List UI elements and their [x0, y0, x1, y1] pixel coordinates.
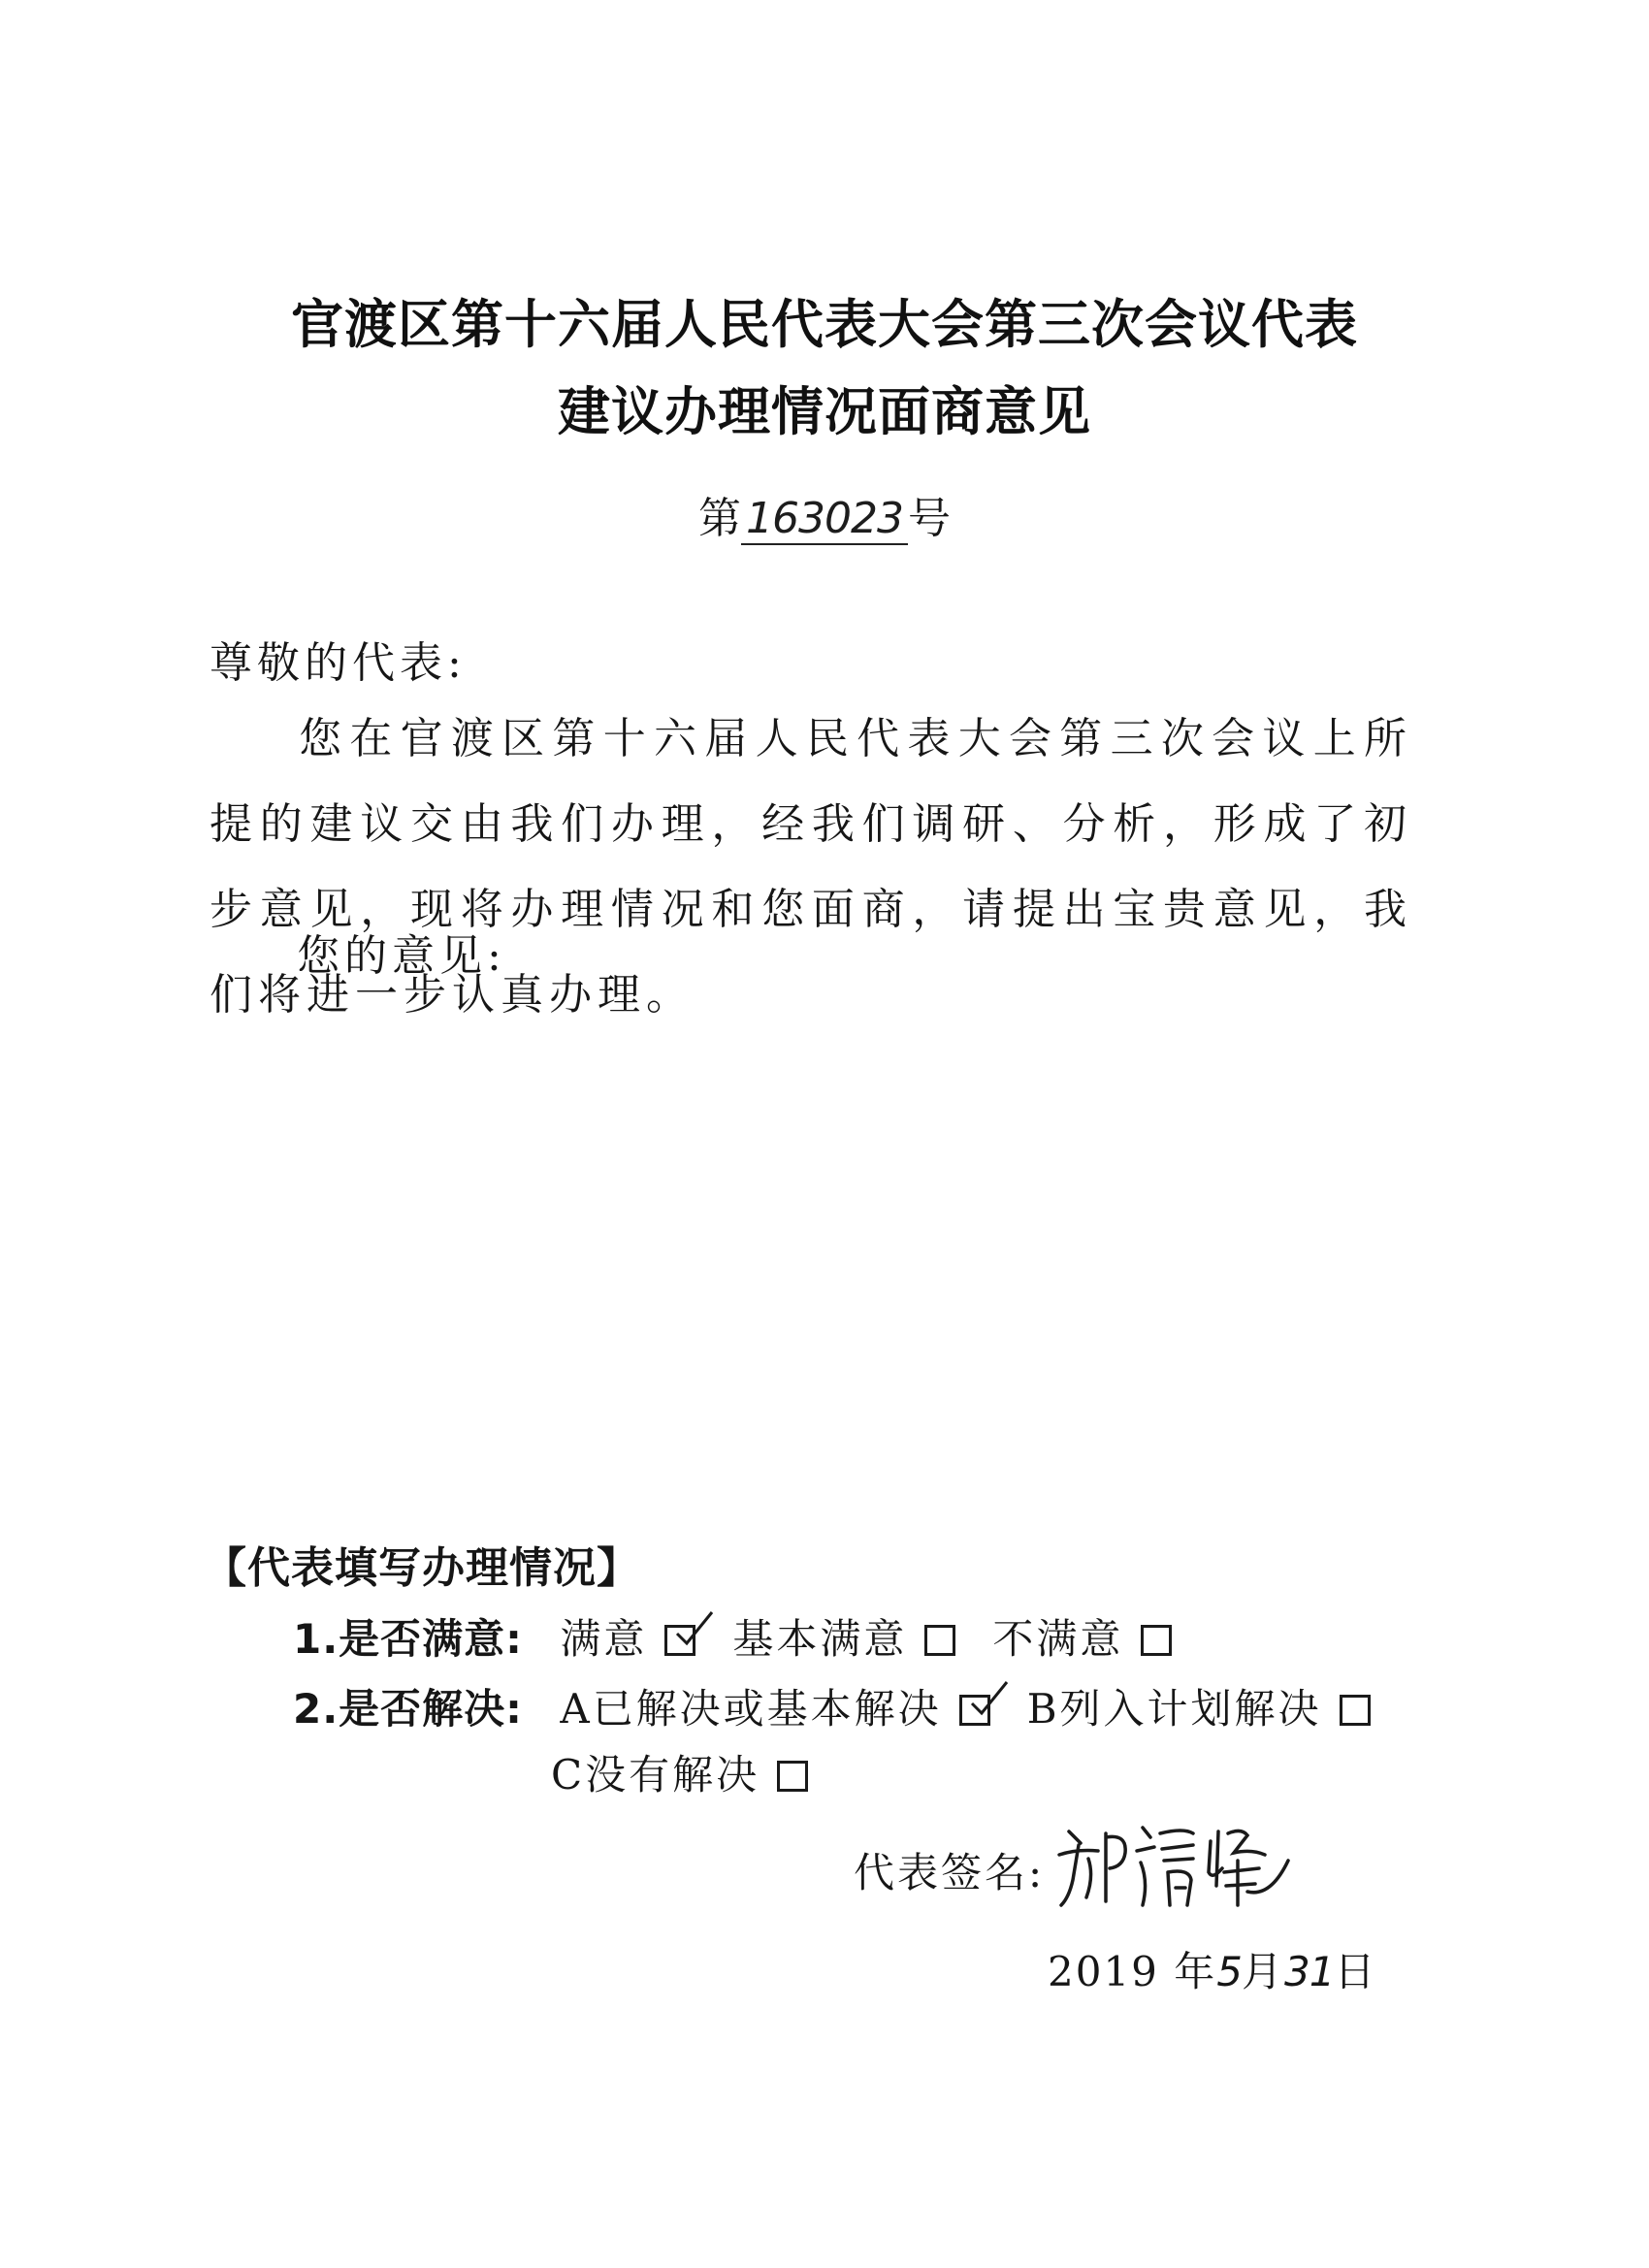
- doc-number-prefix: 第: [698, 494, 741, 543]
- date-month-char: 月: [1242, 1948, 1285, 1995]
- body-paragraph: 您在官渡区第十六届人民代表大会第三次会议上所提的建议交由我们办理，经我们调研、分析，形成了初步意见，现将办理情况和您面商，请提出宝贵意见，我们将进一步认真办理。: [210, 714, 1412, 1020]
- option-unsatisfied-label: 不满意: [992, 1615, 1124, 1663]
- question-satisfaction: [293, 1610, 1209, 1669]
- checkmark-icon: [673, 1610, 712, 1649]
- question-resolution-label: 2.是否解决:: [293, 1685, 523, 1733]
- option-planned-checkbox[interactable]: [1340, 1695, 1371, 1726]
- option-planned-label: B列入计划解决: [1026, 1685, 1322, 1733]
- option-unresolved-checkbox[interactable]: [777, 1761, 808, 1792]
- option-basically-satisfied-label: 基本满意: [732, 1615, 908, 1663]
- checkmark-icon: [968, 1680, 1007, 1719]
- question-resolution: [293, 1680, 1407, 1738]
- date-day: 31: [1284, 1948, 1335, 1995]
- signature-label: 代表签名:: [854, 1849, 1046, 1896]
- option-satisfied-label: 满意: [560, 1615, 648, 1663]
- question-satisfaction-label: 1.是否满意:: [293, 1615, 523, 1663]
- signature-date: [1048, 1940, 1376, 1998]
- fill-section-heading: 【代表填写办理情况】: [204, 1543, 640, 1593]
- option-satisfied-checkbox[interactable]: [664, 1625, 695, 1656]
- date-month: 5: [1216, 1948, 1242, 1995]
- handwritten-signature: [1048, 1804, 1300, 1921]
- option-resolved-checkbox[interactable]: [959, 1695, 990, 1726]
- salutation: 尊敬的代表:: [210, 638, 467, 688]
- doc-number-handwritten: 163023: [741, 495, 908, 545]
- date-year-char: 年: [1174, 1948, 1217, 1995]
- date-year: 2019: [1048, 1948, 1159, 1995]
- opinion-label: 您的意见:: [297, 931, 506, 981]
- option-resolved-label: A已解决或基本解决: [560, 1685, 942, 1733]
- option-unresolved-label: C没有解决: [551, 1751, 760, 1798]
- doc-number-suffix: 号: [908, 494, 951, 543]
- document-number-row: [0, 483, 1649, 545]
- document-title-line-1: 官渡区第十六届人民代表大会第三次会议代表: [291, 294, 1358, 355]
- option-basically-satisfied-checkbox[interactable]: [924, 1625, 955, 1656]
- question-resolution-row-2: [551, 1746, 845, 1804]
- option-unsatisfied-checkbox[interactable]: [1141, 1625, 1172, 1656]
- document-title-line-2: 建议办理情况面商意见: [558, 381, 1091, 442]
- date-day-char: 日: [1334, 1948, 1377, 1995]
